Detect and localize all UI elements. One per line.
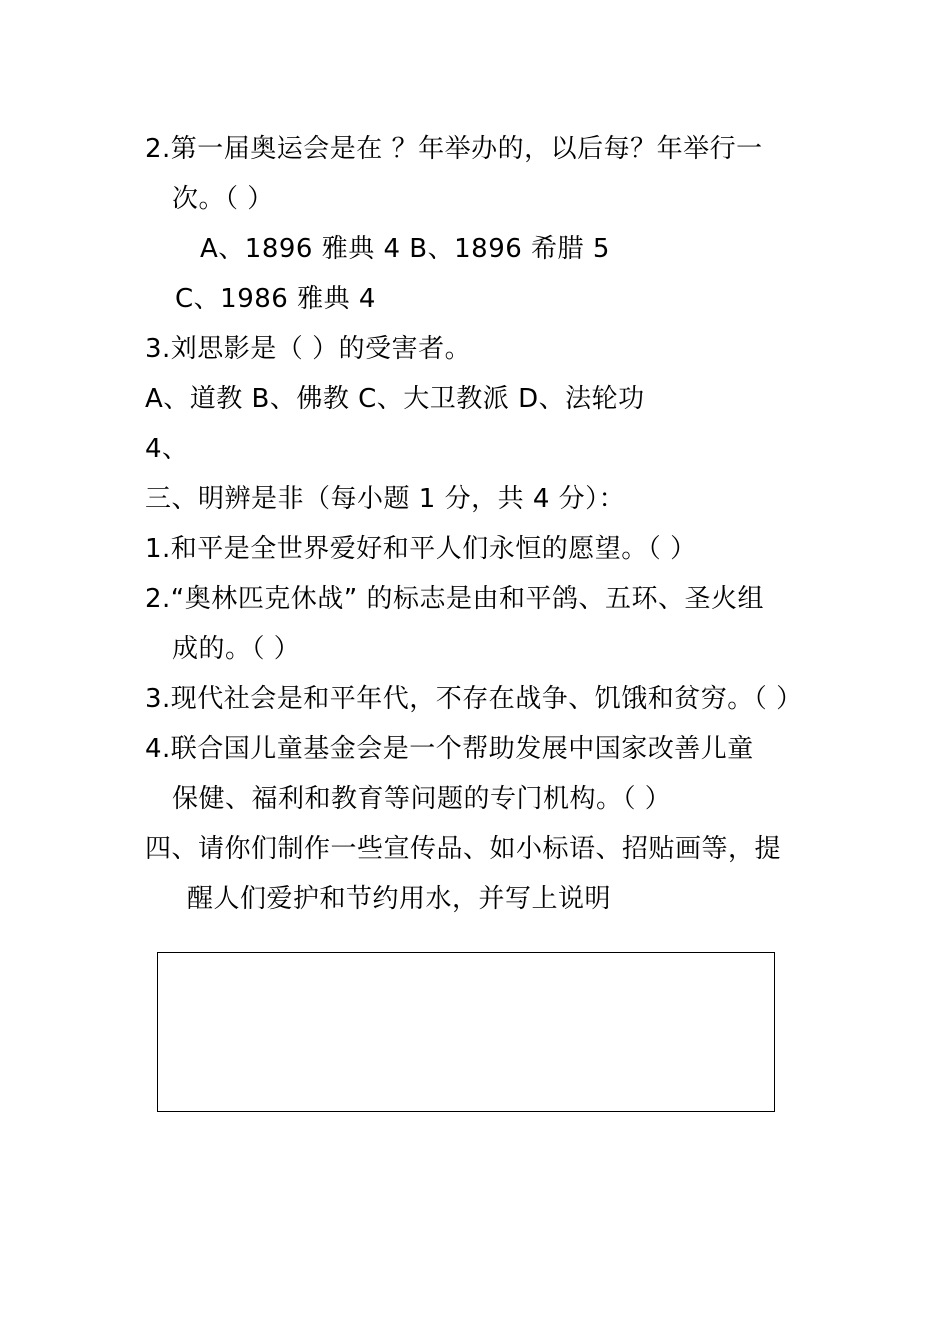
question-2-options-line-2: C、1986 雅典 4: [175, 284, 376, 314]
section-3-item: 1.和平是全世界爱好和平人们永恒的愿望。（ ）: [145, 534, 697, 564]
section-3-item: 4.联合国儿童基金会是一个帮助发展中国家改善儿童: [145, 734, 754, 764]
question-2-options-line-1: A、1896 雅典 4 B、1896 希腊 5: [200, 234, 610, 264]
section-3-item: 2.“奥林匹克休战” 的标志是由和平鸽、五环、圣火组: [145, 584, 765, 614]
section-4-line-1: 四、请你们制作一些宣传品、如小标语、招贴画等，提: [145, 834, 782, 864]
section-3-heading: 三、明辨是非（每小题 1 分，共 4 分）：: [145, 484, 626, 514]
section-3-item: 保健、福利和教育等问题的专门机构。（ ）: [172, 784, 672, 814]
question-3-options: A、道教 B、佛教 C、大卫教派 D、法轮功: [145, 384, 645, 414]
section-3-item: 成的。（ ）: [172, 634, 301, 664]
answer-box[interactable]: [157, 952, 775, 1112]
question-4-line: 4、: [145, 434, 189, 464]
question-2-line-1: 2.第一届奥运会是在 ？年举办的，以后每？年举行一: [145, 134, 763, 164]
section-4-line-2: 醒人们爱护和节约用水，并写上说明: [187, 884, 612, 914]
question-3-line: 3.刘思影是（ ）的受害者。: [145, 334, 472, 364]
section-3-item: 3.现代社会是和平年代，不存在战争、饥饿和贫穷。（ ）: [145, 684, 803, 714]
question-2-line-2: 次。（ ）: [172, 184, 274, 214]
